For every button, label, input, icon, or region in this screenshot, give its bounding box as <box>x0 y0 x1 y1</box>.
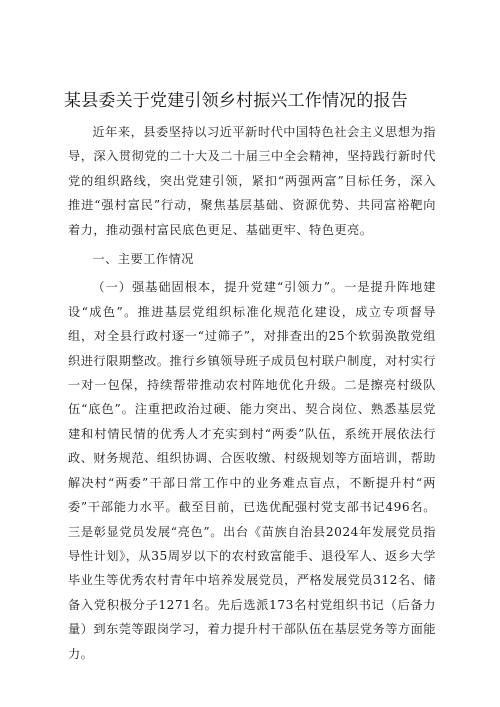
intro-paragraph: 近年来，县委坚持以习近平新时代中国特色社会主义思想为指导，深入贯彻党的二十大及二十届三中全会精神，坚持践行新时代党的组织路线，突出党建引领，紧扣“两强两富”目标任务，深入推进“强村富民”行动，聚焦基层基础、资源优势、共同富裕靶向着力，推动强村富民底色更足、基础更牢、特色更亮。 <box>68 125 436 237</box>
document-title: 某县委关于党建引领乡村振兴工作情况的报告 <box>64 91 408 111</box>
section-paragraph: （一）强基础固根本，提升党建“引领力”。一是提升阵地建设“成色”。推进基层党组织标准化规范化建设，成立专项督导组，对全县行政村逐一“过筛子”，对排查出的25个软弱涣散党组织进行限期整改。推行乡镇领导班子成员包村联户制度，对村实行一对一包保，持续帮带推动农村阵地优化升级。二是擦亮村级队伍“底色”。注重把政治过硬、能力突出、契合岗位、熟悉基层党建和村情民情的优秀人才充实到村“两委”队伍，系统开展依法行政、财务规范、组织协调、合医收缴、村级规划等方面培训，帮助解决村“两委”干部日常工作中的业务难点盲点，不断提升村“两委”干部能力水平。截至目前，已选优配强村党支部书记496名。三是彰显党员发展“亮色”。出台《苗族自治县2024年发展党员指导性计划》，从35周岁以下的农村致富能手、退役军人、返乡大学毕业生等优秀农村青年中培养发展党员，严格发展党员312名、储备入党积极分子1271名。先后选派173名村党组织书记（后备力量）到东莞等跟岗学习，着力提升村干部队伍在基层党务等方面能力。 <box>68 280 436 661</box>
document-body <box>68 120 436 666</box>
section-heading: 一、主要工作情况 <box>92 252 194 267</box>
